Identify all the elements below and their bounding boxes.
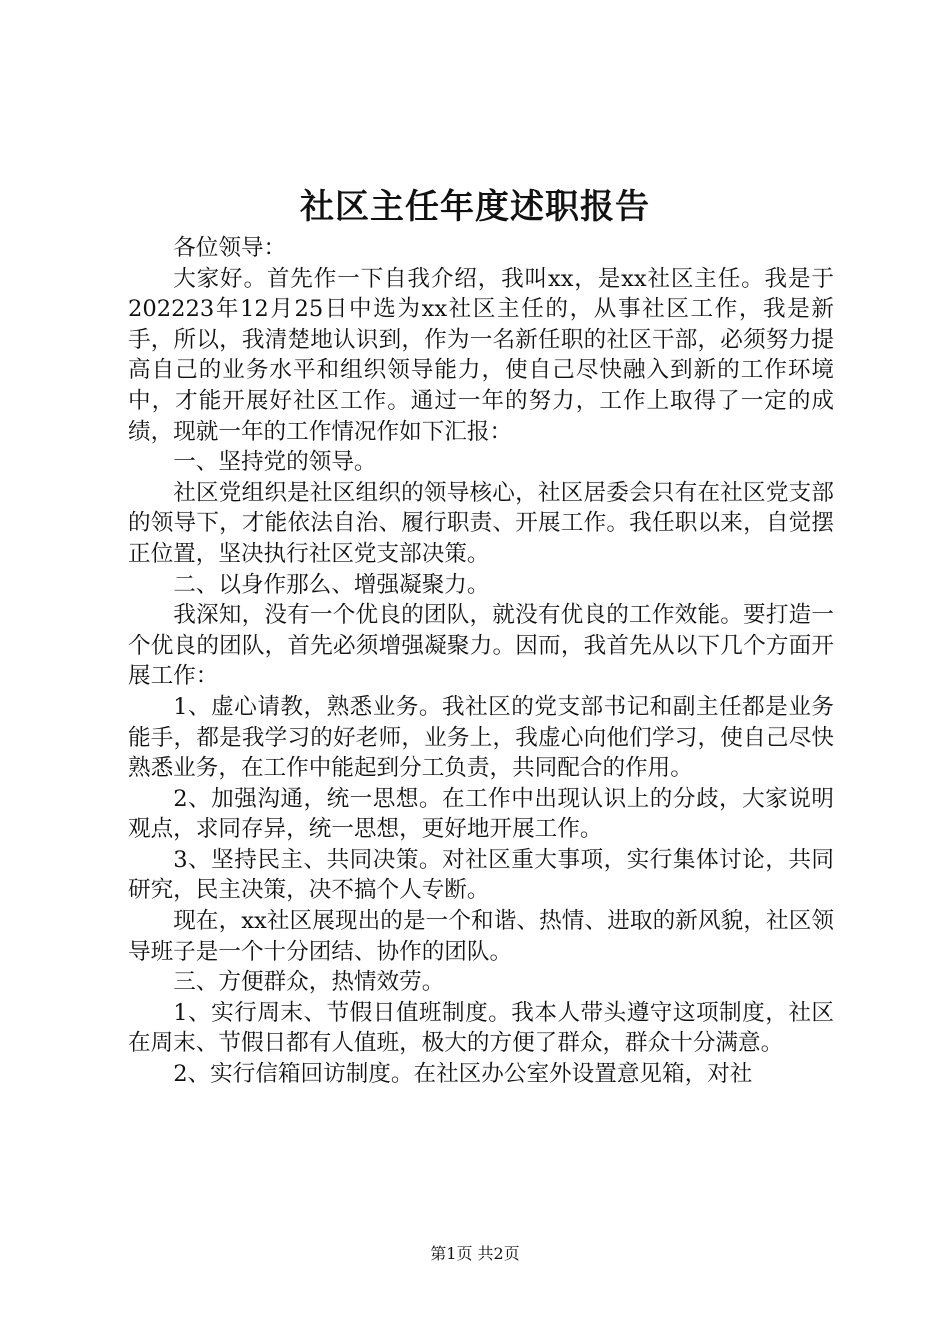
section-heading-3: 三、方便群众，热情效劳。: [173, 969, 445, 996]
paragraph-intro: 大家好。首先作一下自我介绍，我叫xx，是xx社区主任。我是于202223年12月25日中选为xx社区主任的，从事社区工作，我是新手，所以，我清楚地认识到，作为一名新任职的社区干部，必须努力提高自己的业务水平和组织领导能力，使自己尽快融入到新的工作环境中，才能开展好社区工作。通过一年的努力，工作上取得了一定的成绩，现就一年的工作情况作如下汇报：: [128, 265, 834, 445]
section-heading-2: 二、以身作那么、增强凝聚力。: [173, 571, 490, 598]
salutation: 各位领导：: [173, 235, 287, 261]
paragraph-current: 现在，xx社区展现出的是一个和谐、热情、进取的新风貌，社区领导班子是一个十分团结、协作的团队。: [128, 908, 834, 965]
paragraph-team: 我深知，没有一个优良的团队，就没有优良的工作效能。要打造一个优良的团队，首先必须增强凝聚力。因而，我首先从以下几个方面开展工作：: [128, 602, 834, 690]
list-item-2: 2、加强沟通，统一思想。在工作中出现认识上的分歧，大家说明观点，求同存异，统一思想，更好地开展工作。: [128, 785, 834, 843]
list-item-3: 3、坚持民主、共同决策。对社区重大事项，实行集体讨论，共同研究，民主决策，决不搞个人专断。: [128, 846, 834, 904]
list-item-5: 2、实行信箱回访制度。在社区办公室外设置意见箱，对社: [173, 1061, 753, 1088]
document-title: 社区主任年度述职报告: [300, 187, 650, 227]
section-heading-1: 一、坚持党的领导。: [173, 449, 377, 476]
list-item-1: 1、虚心请教，熟悉业务。我社区的党支部书记和副主任都是业务能手，都是我学习的好老师，业务上，我虚心向他们学习，使自己尽快熟悉业务，在工作中能起到分工负责，共同配合的作用。: [128, 693, 834, 782]
paragraph-party: 社区党组织是社区组织的领导核心，社区居委会只有在社区党支部的领导下，才能依法自治、履行职责、开展工作。我任职以来，自觉摆正位置，坚决执行社区党支部决策。: [128, 479, 834, 567]
document-body: [128, 233, 834, 1090]
page-footer: 第1页 共2页: [430, 1244, 520, 1263]
list-item-4: 1、实行周末、节假日值班制度。我本人带头遵守这项制度，社区在周末、节假日都有人值班，极大的方便了群众，群众十分满意。: [128, 999, 834, 1057]
